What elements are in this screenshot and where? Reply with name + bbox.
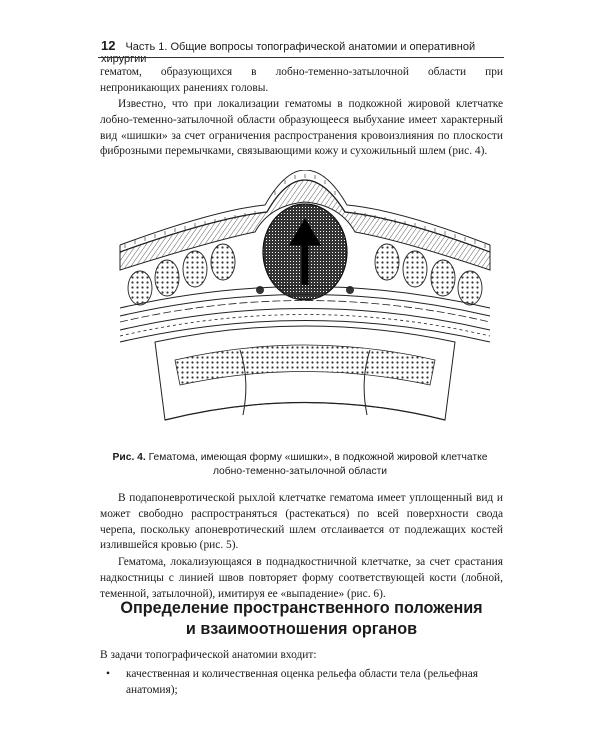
list-item-text: качественная и количественная оценка рельефа области тела (рельефная анатомия); [126,668,479,696]
figure-caption-text: Гематома, имеющая форму «шишки», в подкожной жировой клетчатке лобно-теменно-затылочной области [148,452,488,477]
paragraph-2: Известно, что при локализации гематомы в подкожной жировой клетчатке лобно-теменно-затылочной области образующееся выбухание имеет характерный вид «шишки» за счет ограничения распространения кровоизлияния по плоскости фиброзными перемычками, связывающими кожу и сухожильный шлем (рис. 4). [100,98,503,158]
running-title: Часть 1. Общие вопросы топографической анатомии и оперативной хирургии [101,41,476,65]
page-number: 12 [101,38,116,53]
section-heading [100,598,503,640]
section-heading-line-1: Определение пространственного положения [120,599,483,617]
header-rule [98,57,504,58]
paragraph-3: В подапоневротической рыхлой клетчатке гематома имеет уплощенный вид и может свободно распространяться (растекаться) по всей поверхности свода черепа, поскольку апоневротический шлем отслаивается от подлежащих костей излившейся кровью (рис. 5). [100,492,503,552]
figure-hematoma-illustration [115,170,495,442]
paragraph-1: гематом, образующихся в лобно-теменно-затылочной области при непроникающих ранениях головы. [100,66,503,94]
list-item [100,667,503,699]
figure-label: Рис. 4. [112,452,146,463]
bullet-marker: • [106,668,110,680]
section-heading-line-2: и взаимоотношения органов [185,620,418,638]
running-header [101,38,501,65]
paragraph-4: Гематома, локализующаяся в поднадкостничной клетчатке, за счет срастания надкостницы с линией швов повторяет форму соответствующей кости (лобной, теменной, затылочной), имитируя ее «выпадение» (рис. 6). [100,556,503,600]
section-intro: В задачи топографической анатомии входит: [100,649,317,661]
figure-caption [110,451,490,478]
